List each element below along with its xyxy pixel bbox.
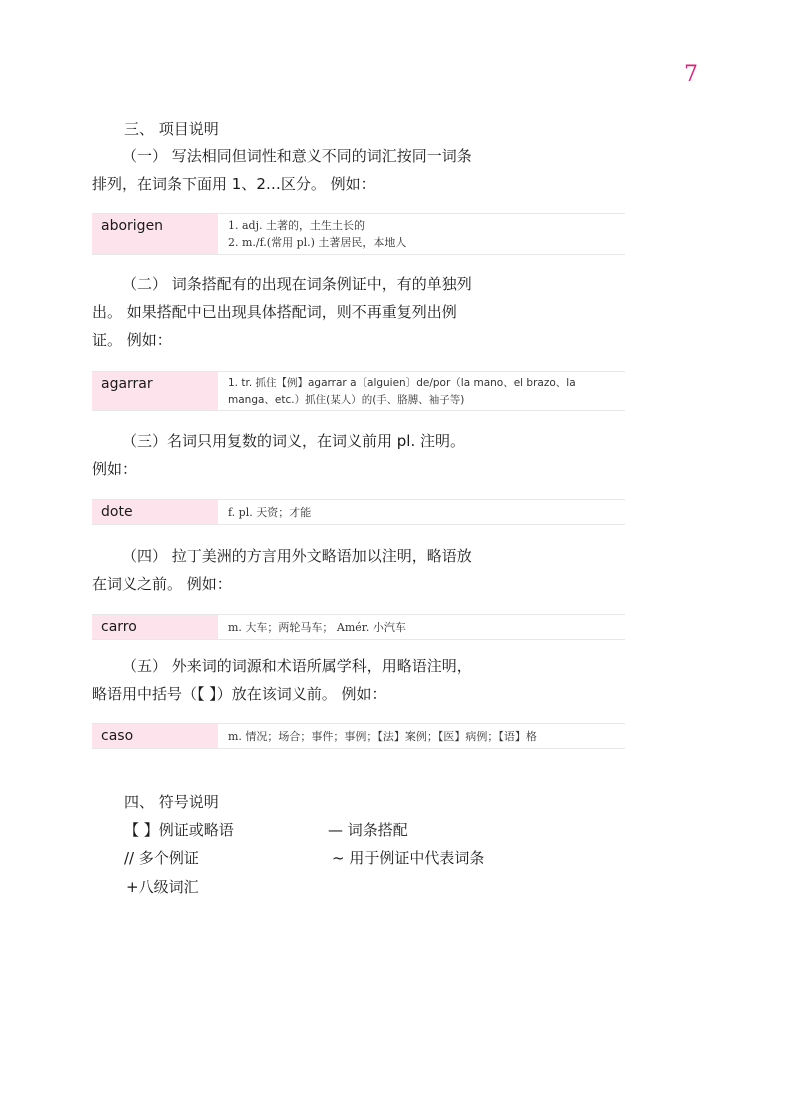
example-dote [92, 499, 625, 525]
page-number: 7 [684, 62, 698, 87]
item-3-line-2: 例如： [92, 460, 138, 478]
item-4-line-2: 在词义之前。 例如： [92, 575, 232, 593]
definition-line: 1. adj. 土著的，土生土长的 [228, 219, 365, 232]
definition-line: m. 大车；两轮马车； Amér. 小汽车 [228, 621, 406, 634]
example-word: carro [92, 615, 218, 639]
symbol-item: // 多个例证 [124, 849, 199, 867]
definition-line: 1. tr. 抓住【例】agarrar a〔alguien〕de/por（la mano、el brazo、la [228, 377, 576, 389]
symbol-item: — 词条搭配 [328, 821, 408, 839]
definition-line: 2. m./f.(常用 pl.) 土著居民，本地人 [228, 236, 407, 249]
item-1-line-1: （一） 写法相同但词性和意义不同的词汇按同一词条 [122, 147, 472, 165]
example-word: caso [92, 724, 218, 748]
example-word: dote [92, 500, 218, 524]
section-3-title: 三、 项目说明 [124, 120, 219, 138]
example-aborigen [92, 213, 625, 255]
item-5-line-1: （五） 外来词的词源和术语所属学科，用略语注明， [122, 657, 472, 675]
example-caso [92, 723, 625, 749]
item-3-line-1: （三）名词只用复数的词义，在词义前用 pl. 注明。 [122, 432, 465, 450]
symbol-item: 【 】例证或略语 [124, 821, 234, 839]
example-carro [92, 614, 625, 640]
example-word: agarrar [92, 372, 218, 410]
item-5-line-2: 略语用中括号（【 】）放在该词义前。 例如： [92, 685, 387, 703]
example-word: aborigen [92, 214, 218, 254]
item-2-line-1: （二） 词条搭配有的出现在词条例证中，有的单独列 [122, 275, 472, 293]
item-4-line-1: （四） 拉丁美洲的方言用外文略语加以注明，略语放 [122, 547, 472, 565]
item-2-line-2: 出。 如果搭配中已出现具体搭配词，则不再重复列出例 [92, 303, 457, 321]
symbol-item: ~ 用于例证中代表词条 [332, 849, 485, 867]
item-2-line-3: 证。 例如： [92, 331, 172, 349]
definition-line: f. pl. 天资；才能 [228, 506, 312, 519]
symbol-item: +八级词汇 [126, 878, 199, 896]
example-definitions [228, 375, 625, 409]
example-agarrar [92, 371, 625, 411]
example-definitions [228, 217, 625, 251]
section-4-title: 四、 符号说明 [124, 793, 219, 811]
definition-line: m. 情况；场合；事件；事例；【法】案例；【医】病例；【语】格 [228, 730, 537, 743]
definition-line: manga、etc.）抓住(某人）的(手、胳膊、袖子等) [228, 394, 465, 406]
item-1-line-2: 排列，在词条下面用 1、2…区分。 例如： [92, 175, 376, 193]
